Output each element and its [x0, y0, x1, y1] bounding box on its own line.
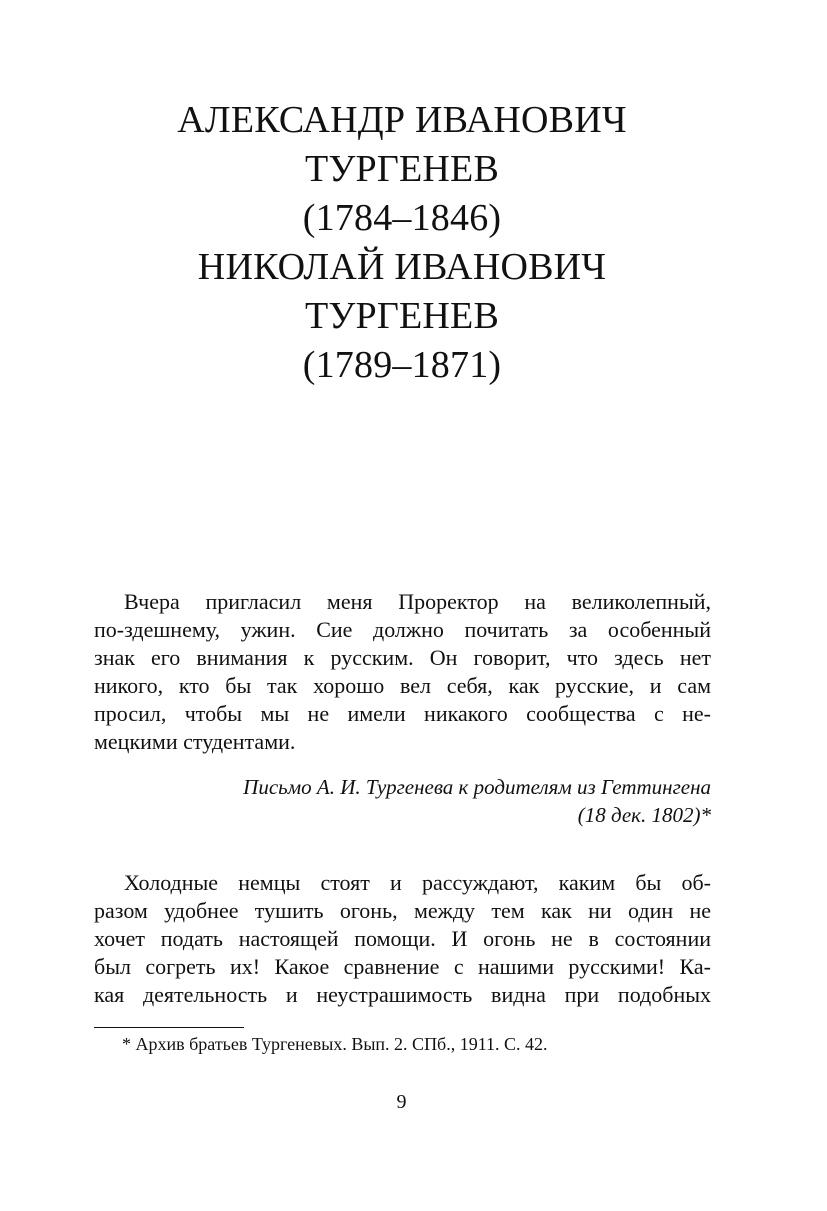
paragraph-line: разом удобнее тушить огонь, между тем как ни один не: [94, 898, 711, 923]
paragraph-line: Холодные немцы стоят и рассуждают, каким бы об-: [124, 870, 711, 895]
paragraph-line: просил, чтобы мы не имели никакого сообщества с не-: [94, 701, 711, 726]
epigraph-paragraph-1: [94, 588, 711, 756]
title-line: (1789–1871): [302, 344, 502, 386]
attribution-line: (18 дек. 1802)*: [577, 803, 711, 827]
paragraph-line: кая деятельность и неустрашимость видна при подобных: [94, 982, 711, 1007]
attribution-line: Письмо А. И. Тургенева к родителям из Геттингена: [243, 775, 711, 799]
title-line: ТУРГЕНЕВ: [304, 148, 500, 190]
paragraph-line: был согреть их! Какое сравнение с нашими русскими! Ка-: [94, 954, 711, 979]
title-line: ТУРГЕНЕВ: [304, 295, 500, 337]
footnote-divider: [94, 1027, 244, 1028]
paragraph-line: никого, кто бы так хорошо вел себя, как русские, и сам: [94, 673, 711, 698]
paragraph-line: по-здешнему, ужин. Сие должно почитать за особенный: [94, 617, 711, 642]
title-line: (1784–1846): [302, 197, 502, 239]
paragraph-line: знак его внимания к русским. Он говорит, что здесь нет: [94, 645, 711, 670]
page-number: 9: [396, 1091, 407, 1113]
chapter-title: [92, 96, 712, 390]
epigraph-attribution: [94, 773, 711, 829]
paragraph-line: мецкими студентами.: [94, 729, 296, 754]
epigraph-paragraph-2: [94, 869, 711, 1009]
title-line: АЛЕКСАНДР ИВАНОВИЧ: [177, 99, 627, 141]
title-line: НИКОЛАЙ ИВАНОВИЧ: [197, 246, 607, 288]
footnote: * Архив братьев Тургеневых. Вып. 2. СПб., 1911. С. 42.: [122, 1034, 548, 1054]
paragraph-line: Вчера пригласил меня Проректор на великолепный,: [124, 589, 711, 614]
paragraph-line: хочет подать настоящей помощи. И огонь не в состоянии: [94, 926, 711, 951]
